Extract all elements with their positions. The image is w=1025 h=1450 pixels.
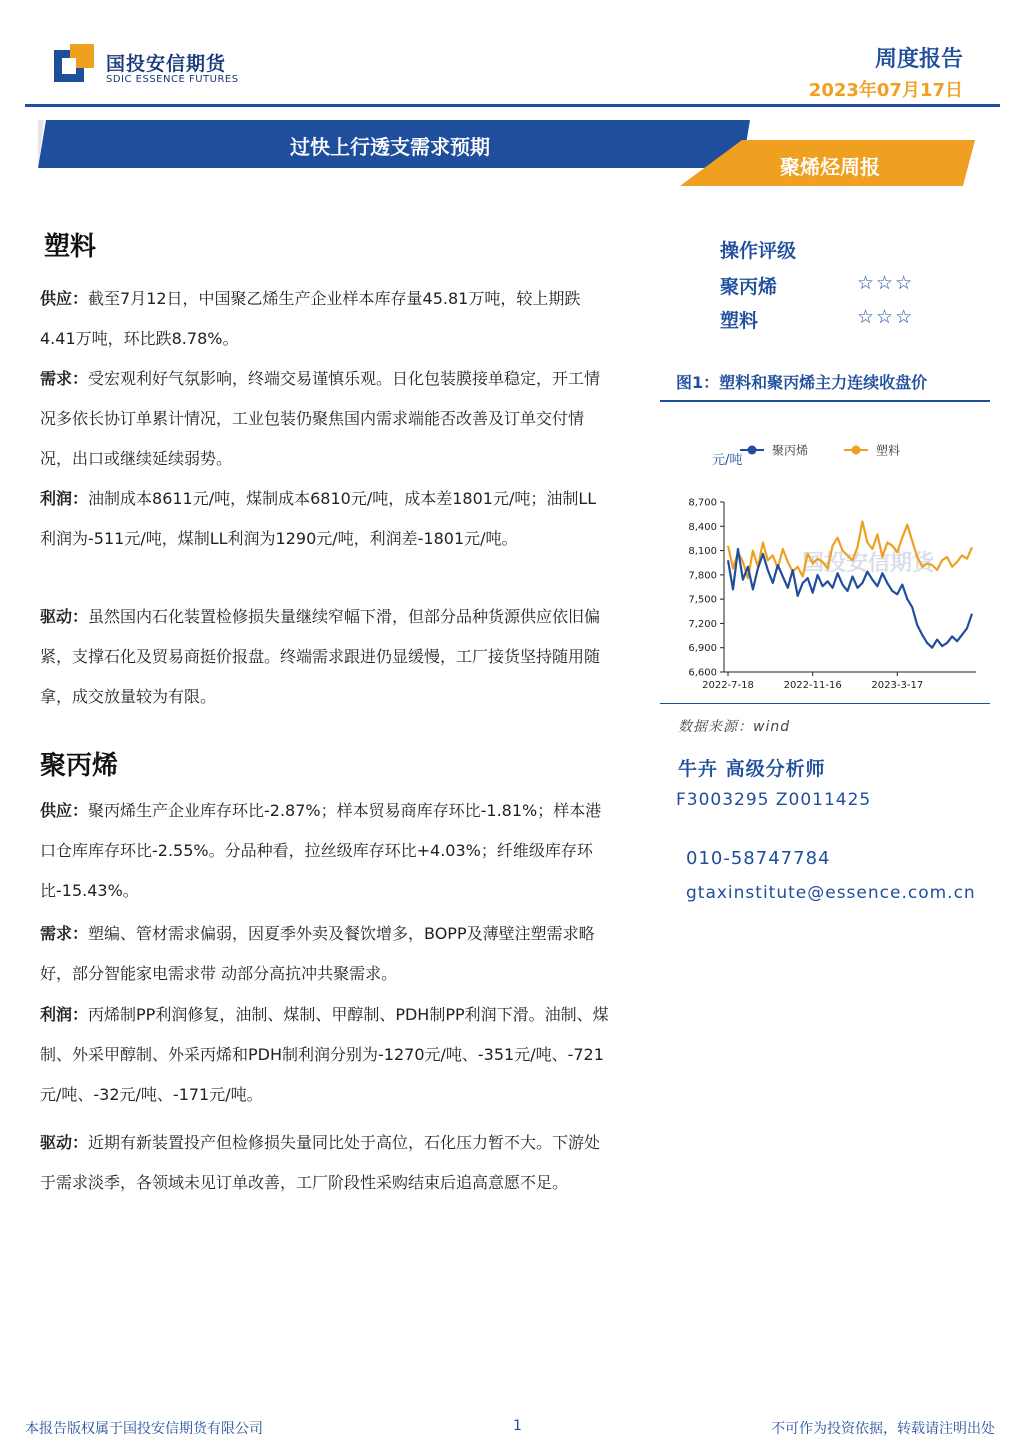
- paragraph-label: 利润：: [40, 489, 89, 508]
- pp-driver-paragraph: [40, 1123, 610, 1203]
- report-series-tag: 聚烯烃周报: [780, 155, 880, 179]
- footer-copyright: 本报告版权属于国投安信期货有限公司: [25, 1421, 263, 1437]
- rating-title: 操作评级: [720, 240, 797, 262]
- chart-watermark: 国投安信期货: [801, 551, 935, 576]
- section-heading-plastic: 塑料: [44, 232, 97, 262]
- figure-title: 图1：塑料和聚丙烯主力连续收盘价: [676, 373, 928, 392]
- legend-label: 塑料: [876, 443, 901, 458]
- x-tick-label: 2022-11-16: [783, 680, 842, 691]
- y-tick-label: 8,400: [688, 521, 717, 533]
- legend-marker: [748, 446, 757, 455]
- paragraph-text: 近期有新装置投产但检修损失量同比处于高位，石化压力暂不大。下游处于需求淡季，各领域未见订单改善，工厂阶段性采购结束后追高意愿不足。: [40, 1133, 601, 1192]
- star-rating-icon: ☆☆☆: [857, 272, 915, 294]
- logo-chinese-name: 国投安信期货: [106, 53, 227, 75]
- y-tick-label: 8,700: [688, 497, 717, 509]
- y-tick-label: 7,200: [688, 618, 717, 630]
- header-divider: [25, 104, 1000, 107]
- section-heading-polypropylene: 聚丙烯: [40, 751, 119, 781]
- y-tick-label: 8,100: [688, 546, 717, 558]
- star-rating-icon: ☆☆☆: [857, 306, 915, 328]
- legend-marker: [852, 446, 861, 455]
- paragraph-label: 需求：: [40, 924, 89, 943]
- pp-supply-paragraph: [40, 791, 610, 911]
- paragraph-label: 利润：: [40, 1005, 89, 1024]
- plastic-supply-paragraph: [40, 279, 610, 359]
- analyst-phone: 010-58747784: [686, 848, 831, 869]
- analyst-name: 牛卉 高级分析师: [678, 758, 826, 780]
- paragraph-label: 供应：: [40, 289, 89, 308]
- report-type: 周度报告: [874, 47, 963, 72]
- pp-demand-paragraph: [40, 914, 610, 994]
- plastic-driver-paragraph: [40, 597, 610, 717]
- paragraph-text: 截至7月12日，中国聚乙烯生产企业样本库存量45.81万吨，较上期跌4.41万吨，环比跌8.78%。: [40, 289, 581, 348]
- paragraph-label: 驱动：: [40, 1133, 89, 1152]
- figure-top-rule: [660, 400, 990, 402]
- plastic-profit-paragraph: [40, 479, 610, 559]
- figure-bottom-rule: [660, 703, 990, 704]
- pp-profit-paragraph: [40, 995, 610, 1115]
- y-axis-label: 元/吨: [712, 453, 743, 468]
- analyst-email: gtaxinstitute@essence.com.cn: [686, 883, 976, 903]
- analyst-license: F3003295 Z0011425: [676, 790, 872, 810]
- price-line-chart: [668, 430, 988, 700]
- y-tick-label: 7,800: [688, 570, 717, 582]
- report-headline: 过快上行透支需求预期: [290, 135, 490, 159]
- footer-disclaimer: 不可作为投资依据，转载请注明出处: [771, 1421, 995, 1437]
- rating-row-plastic: [720, 306, 930, 333]
- x-tick-label: 2022-7-18: [702, 680, 754, 691]
- paragraph-text: 丙烯制PP利润修复，油制、煤制、甲醇制、PDH制PP利润下滑。油制、煤制、外采甲醇制、外采丙烯和PDH制利润分别为-1270元/吨、-351元/吨、-721元/吨、-32元/吨、-171元/吨。: [40, 1005, 609, 1104]
- paragraph-label: 需求：: [40, 369, 89, 388]
- rating-item-name: 塑料: [720, 310, 759, 332]
- paragraph-text: 受宏观利好气氛影响，终端交易谨慎乐观。日化包装膜接单稳定，开工情况多依长协订单累计情况，工业包装仍聚焦国内需求端能否改善及订单交付情况，出口或继续延续弱势。: [40, 369, 601, 468]
- paragraph-label: 驱动：: [40, 607, 89, 626]
- y-tick-label: 6,600: [688, 667, 717, 679]
- rating-row-polypropylene: [720, 272, 930, 299]
- x-tick-label: 2023-3-17: [871, 680, 924, 691]
- data-source-note: 数据来源：wind: [678, 719, 791, 735]
- paragraph-text: 塑编、管材需求偏弱，因夏季外卖及餐饮增多，BOPP及薄壁注塑需求略好，部分智能家电需求带 动部分高抗冲共聚需求。: [40, 924, 595, 983]
- legend-label: 聚丙烯: [772, 443, 809, 458]
- y-tick-label: 6,900: [688, 643, 717, 655]
- paragraph-label: 供应：: [40, 801, 89, 820]
- paragraph-text: 聚丙烯生产企业库存环比-2.87%；样本贸易商库存环比-1.81%；样本港口仓库库存环比-2.55%。分品种看，拉丝级库存环比+4.03%；纤维级库存环比-15.43%。: [40, 801, 602, 900]
- logo-english-name: SDIC ESSENCE FUTURES: [106, 74, 239, 85]
- y-tick-label: 7,500: [688, 594, 717, 606]
- page-number: 1: [513, 1418, 522, 1434]
- plastic-demand-paragraph: [40, 359, 610, 479]
- rating-item-name: 聚丙烯: [720, 276, 778, 298]
- report-date: 2023年07月17日: [808, 80, 963, 101]
- paragraph-text: 虽然国内石化装置检修损失量继续窄幅下滑，但部分品种货源供应依旧偏紧，支撑石化及贸易商挺价报盘。终端需求跟进仍显缓慢，工厂接货坚持随用随拿，成交放量较为有限。: [40, 607, 601, 706]
- paragraph-text: 油制成本8611元/吨，煤制成本6810元/吨，成本差1801元/吨；油制LL利润为-511元/吨，煤制LL利润为1290元/吨，利润差-1801元/吨。: [40, 489, 597, 548]
- company-logo-icon: [54, 44, 94, 82]
